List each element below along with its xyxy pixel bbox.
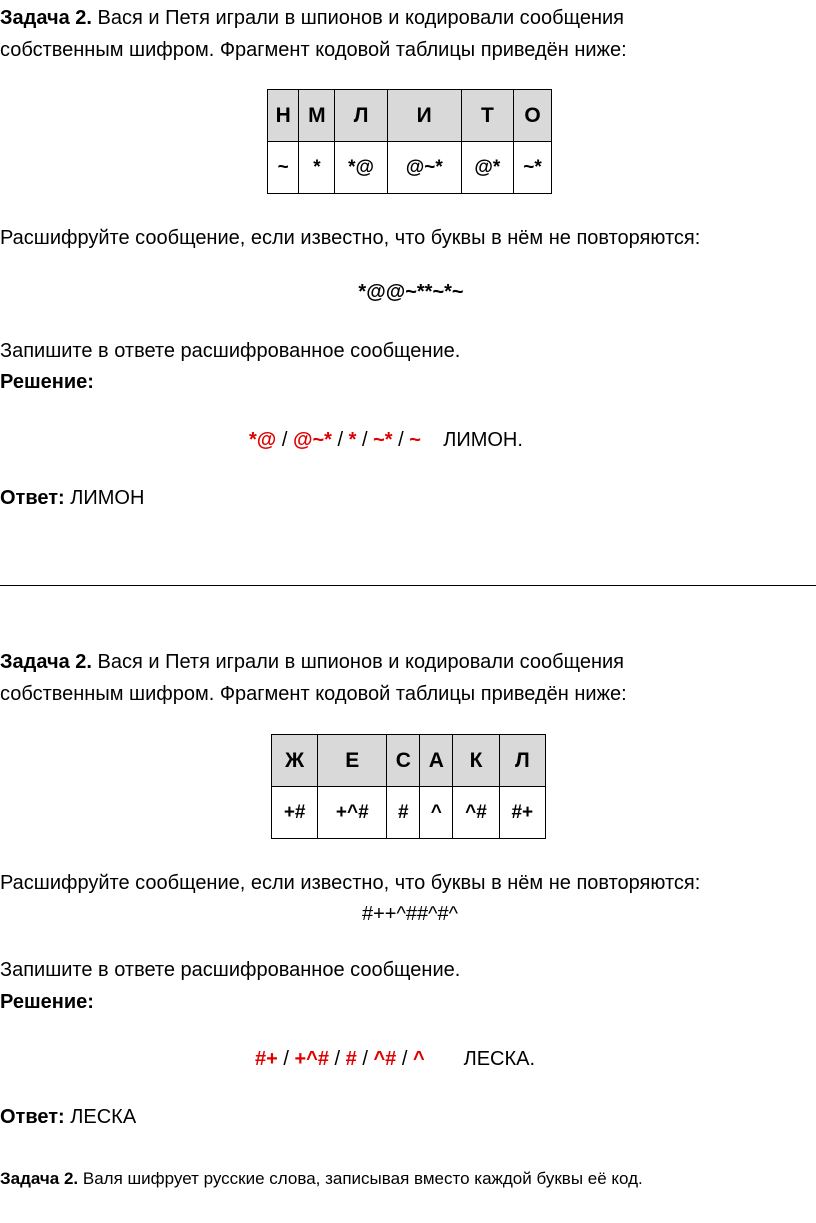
table-code: ~ — [268, 142, 299, 194]
task3-statement — [0, 1166, 643, 1192]
task2-message: #++^##^#^ — [361, 903, 458, 925]
task3-title: Задача 2. — [0, 1169, 79, 1188]
table-letter: С — [387, 735, 420, 787]
table-letter: И — [387, 90, 461, 142]
solution-word: ЛИМОН. — [443, 429, 523, 451]
table-code: *@ — [335, 142, 387, 194]
task2-write-answer: Запишите в ответе расшифрованное сообщение. — [0, 959, 461, 981]
table-letter: О — [514, 90, 552, 142]
solution-separator: / — [281, 429, 288, 451]
solution-code: ~* — [373, 429, 393, 451]
task1-text-line1: Вася и Петя играли в шпионов и кодировали сообщения — [91, 7, 625, 29]
task1-text-line2: собственным шифром. Фрагмент кодовой таблицы приведён ниже: — [0, 39, 627, 61]
task3-text: Валя шифрует русские слова, записывая вместо каждой буквы её код. — [78, 1169, 643, 1188]
task2-text-line1: Вася и Петя играли в шпионов и кодировали сообщения — [91, 651, 625, 673]
solution-separator: / — [362, 1048, 368, 1070]
solution-code: #+ — [255, 1048, 278, 1070]
task1-code-table — [267, 89, 552, 194]
table-letter: Т — [461, 90, 513, 142]
task1-message: *@@~**~*~ — [358, 281, 464, 303]
task1-solution-label: Решение: — [0, 371, 94, 393]
table-code: +# — [272, 787, 318, 839]
solution-code: +^# — [294, 1048, 329, 1070]
section-divider — [0, 585, 816, 586]
task2-instruction: Расшифруйте сообщение, если известно, что буквы в нём не повторяются: — [0, 872, 701, 894]
task2-text-line2: собственным шифром. Фрагмент кодовой таблицы приведён ниже: — [0, 683, 627, 705]
table-letter: Е — [318, 735, 387, 787]
table-code: +^# — [318, 787, 387, 839]
table-code: #+ — [499, 787, 545, 839]
task2-solution — [255, 1043, 535, 1075]
table-letter: Л — [499, 735, 545, 787]
table-letter: К — [453, 735, 499, 787]
table-code: @* — [461, 142, 513, 194]
task1-write-answer: Запишите в ответе расшифрованное сообщение. — [0, 340, 461, 362]
table-letter: Н — [268, 90, 299, 142]
task1-instruction: Расшифруйте сообщение, если известно, что буквы в нём не повторяются: — [0, 227, 701, 249]
task2-title: Задача 2. — [0, 651, 92, 673]
solution-code: ^ — [412, 1048, 425, 1070]
solution-code: ~ — [409, 429, 421, 451]
task2-code-table — [271, 734, 546, 839]
table-code: ~* — [514, 142, 552, 194]
table-code: # — [387, 787, 420, 839]
solution-code: * — [348, 429, 357, 451]
task1-solution — [249, 424, 523, 456]
solution-separator: / — [337, 429, 344, 451]
answer-value: ЛИМОН — [64, 487, 145, 509]
solution-separator: / — [283, 1048, 289, 1070]
answer-label: Ответ: — [0, 1106, 65, 1128]
solution-code: *@ — [249, 429, 277, 451]
solution-code: @~* — [292, 429, 332, 451]
solution-word: ЛЕСКА. — [463, 1048, 536, 1070]
table-letter: М — [299, 90, 335, 142]
answer-value: ЛЕСКА — [64, 1106, 137, 1128]
task2-statement — [0, 646, 816, 710]
table-letter: Ж — [272, 735, 318, 787]
table-code: * — [299, 142, 335, 194]
solution-code: ^# — [373, 1048, 397, 1070]
table-letter: А — [420, 735, 453, 787]
solution-code: # — [345, 1048, 357, 1070]
table-code: @~* — [387, 142, 461, 194]
solution-separator: / — [334, 1048, 341, 1070]
task1-answer — [0, 482, 144, 514]
task1-statement — [0, 2, 816, 66]
solution-separator: / — [398, 429, 404, 451]
task2-answer — [0, 1101, 136, 1133]
answer-label: Ответ: — [0, 487, 65, 509]
table-letter: Л — [335, 90, 387, 142]
table-code: ^ — [420, 787, 453, 839]
solution-separator: / — [401, 1048, 408, 1070]
table-code: ^# — [453, 787, 499, 839]
task2-solution-label: Решение: — [0, 991, 94, 1013]
task1-title: Задача 2. — [0, 7, 92, 29]
solution-separator: / — [362, 429, 368, 451]
